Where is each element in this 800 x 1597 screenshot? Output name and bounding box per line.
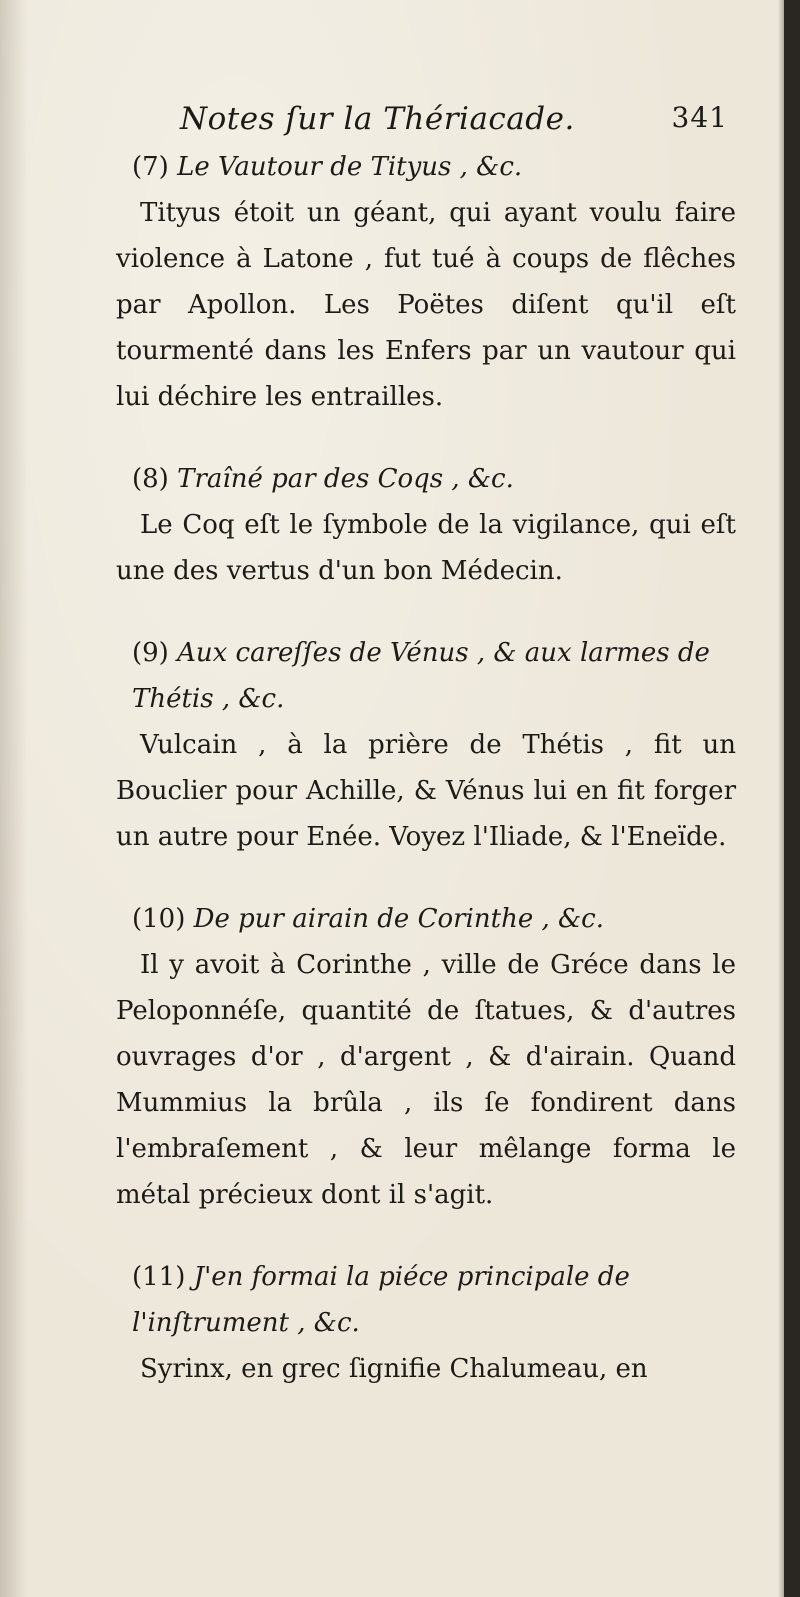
note-comment: Vulcain , à la prière de Thétis , fit un Bouclier pour Achille, & Vénus lui en fit forger un autre pour Enée. Voyez l'Iliade, & l'Eneïde. xyxy=(116,730,736,852)
running-title: Notes ſur la Thériacade. xyxy=(180,101,575,137)
page-number: 341 xyxy=(671,101,728,134)
note-9 xyxy=(116,630,736,860)
note-lemma xyxy=(116,144,736,190)
note-comment: Syrinx, en grec ſignifie Chalumeau, en xyxy=(140,1354,648,1384)
note-lemma-text: De pur airain de Corinthe , &c. xyxy=(193,904,604,934)
note-lemma xyxy=(116,456,736,502)
note-number: (10) xyxy=(132,904,186,934)
page-header xyxy=(180,101,728,141)
note-lemma xyxy=(116,630,736,722)
note-11 xyxy=(116,1254,736,1392)
note-8 xyxy=(116,456,736,594)
note-lemma-text: J'en formai la piéce principale de l'inſtrument , &c. xyxy=(132,1262,630,1338)
notes-body xyxy=(116,144,736,1392)
note-lemma xyxy=(116,1254,736,1346)
note-number: (8) xyxy=(132,464,169,494)
note-10 xyxy=(116,896,736,1218)
note-lemma xyxy=(116,896,736,942)
note-number: (9) xyxy=(132,638,169,668)
note-comment: Tityus étoit un géant, qui ayant voulu faire violence à Latone , fut tué à coups de flêches par Apollon. Les Poëtes diſent qu'il eſt tourmenté dans les Enfers par un vautour qui lui déchire les entrailles. xyxy=(116,198,736,412)
note-lemma-text: Traîné par des Coqs , &c. xyxy=(177,464,514,494)
note-7 xyxy=(116,144,736,420)
note-number: (7) xyxy=(132,152,169,182)
note-number: (11) xyxy=(132,1262,186,1292)
note-lemma-text: Le Vautour de Tityus , &c. xyxy=(177,152,523,182)
note-comment: Le Coq eſt le ſymbole de la vigilance, qui eſt une des vertus d'un bon Médecin. xyxy=(116,510,736,586)
note-comment: Il y avoit à Corinthe , ville de Gréce dans le Peloponnéſe, quantité de ſtatues, & d'autres ouvrages d'or , d'argent , & d'airain. Quand Mummius la brûla , ils ſe fondirent dans l'embraſement , & leur mêlange forma le métal précieux dont il s'agit. xyxy=(116,950,736,1210)
note-lemma-text: Aux careſſes de Vénus , & aux larmes de Thétis , &c. xyxy=(132,638,710,714)
